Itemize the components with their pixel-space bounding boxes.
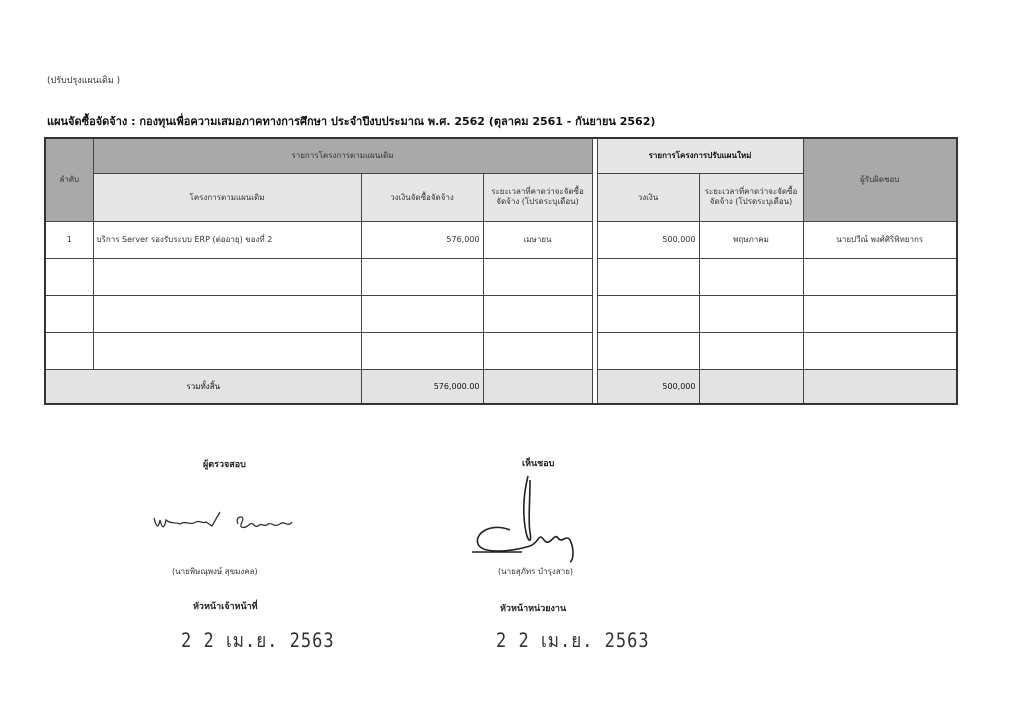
approver-signature [470, 472, 580, 564]
row-period: เมษายน [483, 221, 592, 258]
header-project: โครงการตามแผนเดิม [93, 173, 361, 221]
total-label: รวมทั้งสิ้น [45, 369, 361, 404]
total-budget: 576,000.00 [361, 369, 483, 404]
header-original-plan: รายการโครงการตามแผนเดิม [93, 138, 592, 173]
row-responsible: นายปวีณ์ พงศ์ศิริพิทยากร [803, 221, 957, 258]
approver-date: 2 2 เม.ย. 2563 [496, 629, 650, 653]
header-revised-plan: รายการโครงการปรับแผนใหม่ [597, 138, 803, 173]
page-title: แผนจัดซื้อจัดจ้าง : กองทุนเพื่อความเสมอภาคทางการศึกษา ประจำปีงบประมาณ พ.ศ. 2562 (ตุลาคม 2561 - กันยายน 2562) [47, 115, 656, 128]
header-budget: วงเงินจัดซื้อจัดจ้าง [361, 173, 483, 221]
reviewer-signature [150, 506, 300, 540]
reviewer-position: หัวหน้าเจ้าหน้าที่ [193, 602, 258, 612]
approver-position: หัวหน้าหน่วยงาน [500, 604, 567, 614]
header-period: ระยะเวลาที่คาดว่าจะจัดซื้อจัดจ้าง (โปรดระบุเดือน) [483, 173, 592, 221]
table-row-empty [45, 332, 957, 369]
approver-role: เห็นชอบ [522, 459, 555, 469]
reviewer-date: 2 2 เม.ย. 2563 [181, 629, 335, 653]
row-project: บริการ Server รองรับระบบ ERP (ต่ออายุ) ของที่ 2 [93, 221, 361, 258]
reviewer-name: (นายพิษณุพงษ์ สุขมงคล) [172, 567, 258, 576]
header-responsible: ผู้รับผิดชอบ [803, 138, 957, 221]
table-row-empty [45, 258, 957, 295]
total-row [45, 369, 957, 404]
row-new-budget: 500,000 [597, 221, 699, 258]
approver-name: (นายสุภัทร บำรุงสาย) [498, 567, 573, 576]
reviewer-role: ผู้ตรวจสอบ [203, 460, 246, 470]
table-row-empty [45, 295, 957, 332]
row-budget: 576,000 [361, 221, 483, 258]
header-new-budget: วงเงิน [597, 173, 699, 221]
row-new-period: พฤษภาคม [699, 221, 803, 258]
header-new-period: ระยะเวลาที่คาดว่าจะจัดซื้อจัดจ้าง (โปรดระบุเดือน) [699, 173, 803, 221]
total-new-budget: 500,000 [597, 369, 699, 404]
table-row [45, 221, 957, 258]
header-no: ลำดับ [45, 138, 93, 221]
procurement-plan-table [44, 137, 958, 405]
revision-note: (ปรับปรุงแผนเดิม ) [47, 76, 121, 86]
row-no: 1 [45, 221, 93, 258]
